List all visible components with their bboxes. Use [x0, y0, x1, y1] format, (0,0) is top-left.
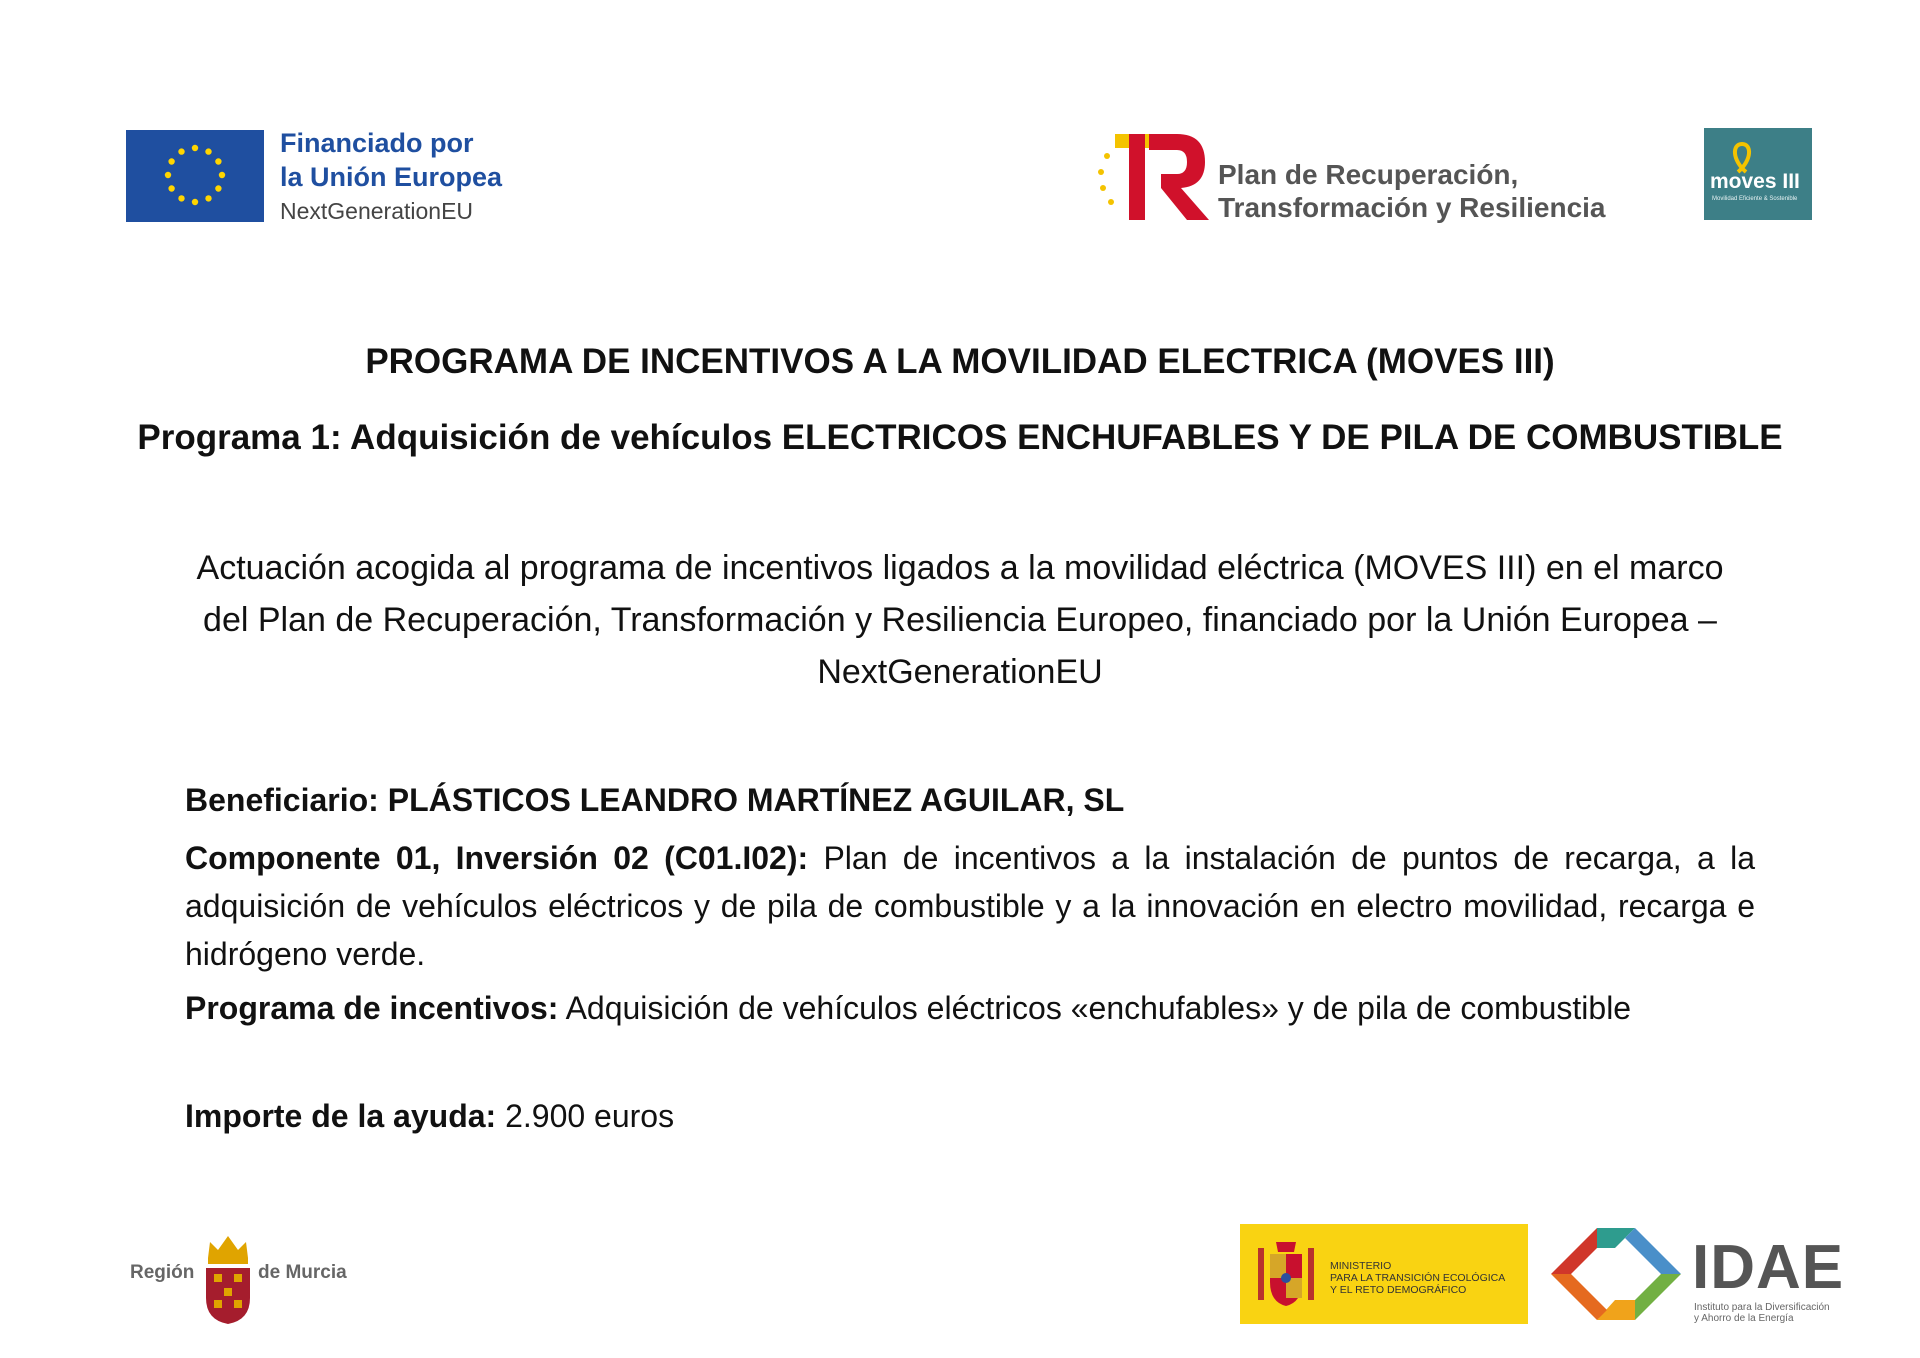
program-value: Adquisición de vehículos eléctricos «enchufables» y de pila de combustible — [558, 990, 1632, 1026]
murcia-text-right: de Murcia — [258, 1262, 347, 1283]
eu-line-2: la Unión Europea — [280, 162, 503, 192]
ministerio-line-3: Y EL RETO DEMOGRÁFICO — [1330, 1284, 1467, 1296]
eu-flag-icon — [126, 130, 264, 222]
intro-paragraph: Actuación acogida al programa de incentivos ligados a la movilidad eléctrica (MOVES III) en el marco del Plan de Recuperación, Transformación y Resiliencia Europeo, financiado por la Unión Europea – NextGenerationEU — [196, 549, 1724, 691]
amount-value: 2.900 euros — [496, 1098, 675, 1134]
idae-tagline-1: Instituto para la Diversificación — [1694, 1302, 1830, 1313]
page-title: PROGRAMA DE INCENTIVOS A LA MOVILIDAD ELECTRICA (MOVES III) — [365, 342, 1555, 381]
eu-line-1: Financiado por — [280, 128, 474, 158]
idae-name: IDAE — [1692, 1233, 1845, 1302]
prtr-line-1: Plan de Recuperación, — [1218, 159, 1519, 190]
moves-loop-icon — [1726, 138, 1766, 174]
idae-tagline — [1694, 1302, 1844, 1324]
prtr-line-2: Transformación y Resiliencia — [1218, 192, 1606, 223]
idae-logo-icon — [1545, 1224, 1685, 1324]
prtr-logo-text — [1218, 158, 1658, 224]
eu-stars — [165, 145, 225, 205]
page-subtitle: Programa 1: Adquisición de vehículos ELECTRICOS ENCHUFABLES Y DE PILA DE COMBUSTIBLE — [137, 418, 1783, 457]
eu-funding-text — [280, 126, 560, 228]
ministerio-line-2: PARA LA TRANSICIÓN ECOLÓGICA — [1330, 1272, 1506, 1284]
program-line — [185, 984, 1755, 1032]
murcia-text-left: Región — [130, 1262, 195, 1283]
amount-label: Importe de la ayuda: — [185, 1098, 497, 1134]
moves-tagline: Movilidad Eficiente & Sostenible — [1712, 196, 1798, 202]
moves-name: moves III — [1710, 170, 1800, 193]
beneficiary-label: Beneficiario: PLÁSTICOS LEANDRO MARTÍNEZ AGUILAR, SL — [185, 782, 1125, 818]
component-label: Componente 01, Inversión 02 (C01.I02): — [185, 840, 809, 876]
eu-line-3: NextGenerationEU — [280, 198, 474, 224]
spain-coat-of-arms-icon — [1254, 1238, 1318, 1310]
amount-line — [185, 1092, 1755, 1140]
murcia-crest-icon — [200, 1228, 256, 1326]
ministerio-logo — [1240, 1224, 1528, 1324]
idae-tagline-2: y Ahorro de la Energía — [1694, 1313, 1794, 1324]
program-label: Programa de incentivos: — [185, 990, 559, 1026]
component-value: Plan de incentivos a la instalación de puntos de recarga, a la adquisición de vehículos eléctricos y de pila de combustible y a la innovación en electro movilidad, recarga e hidrógeno verde. — [185, 840, 1756, 972]
prtr-logo-icon — [1093, 128, 1213, 224]
ministerio-line-1: MINISTERIO — [1330, 1260, 1392, 1272]
ministerio-text — [1330, 1260, 1524, 1296]
moves-logo — [1704, 128, 1812, 220]
component-line — [185, 834, 1755, 978]
beneficiary-line — [185, 776, 1755, 824]
